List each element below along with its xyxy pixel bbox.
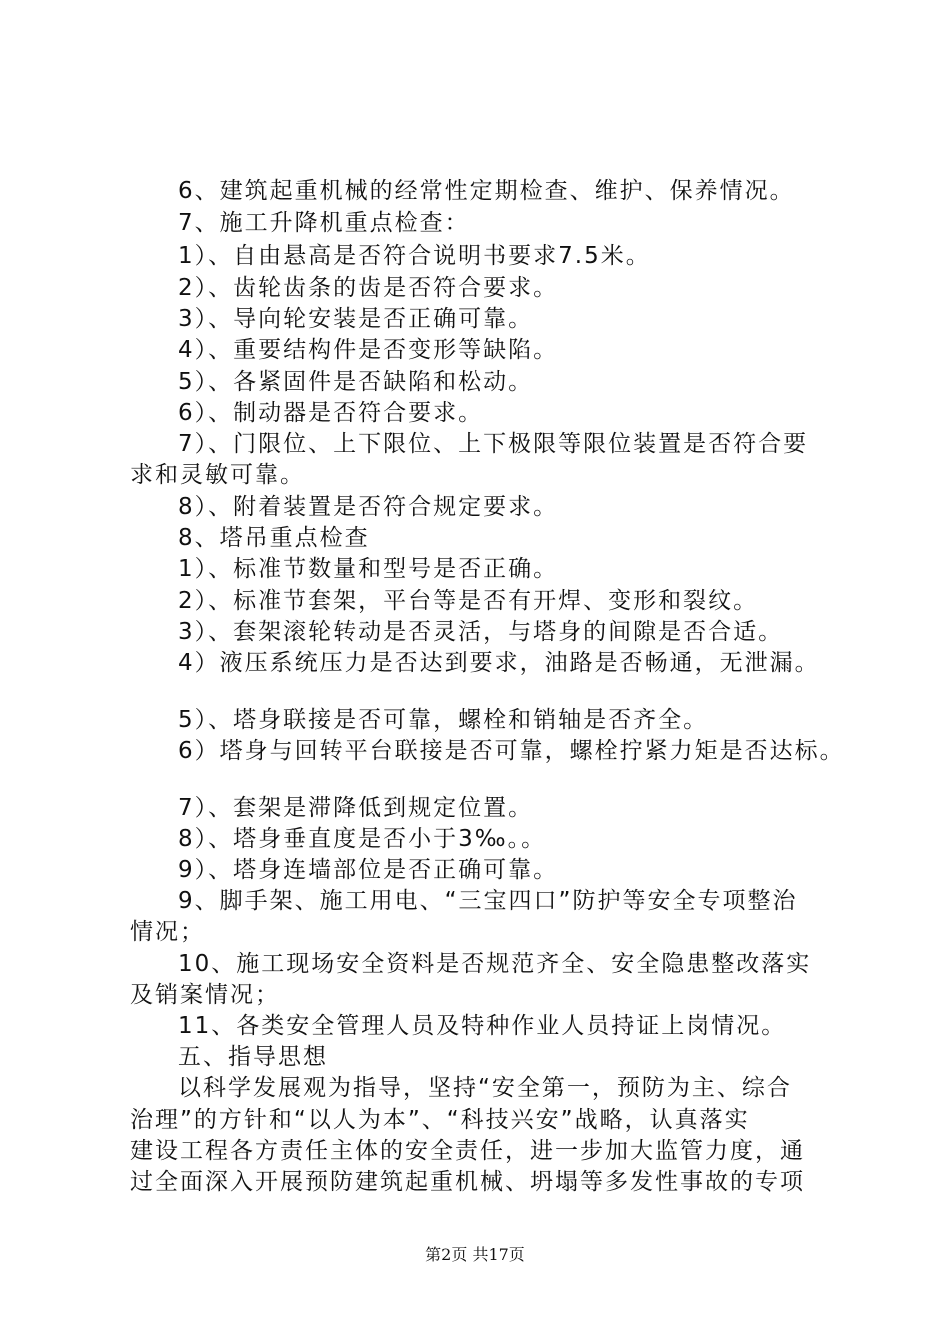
text-line: 6）塔身与回转平台联接是否可靠，螺栓拧紧力矩是否达标。 — [178, 738, 845, 764]
text-line: 求和灵敏可靠。 — [130, 462, 305, 488]
text-line: 3）、套架滚轮转动是否灵活，与塔身的间隙是否合适。 — [178, 619, 784, 645]
text-line: 4）液压系统压力是否达到要求，油路是否畅通，无泄漏。 — [178, 650, 820, 676]
text-line: 10、施工现场安全资料是否规范齐全、安全隐患整改落实 — [178, 951, 812, 977]
text-line: 4）、重要结构件是否变形等缺陷。 — [178, 337, 559, 363]
text-line: 建设工程各方责任主体的安全责任，进一步加大监管力度，通 — [130, 1138, 805, 1164]
page-number-footer: 第2页 共17页 — [425, 1245, 525, 1264]
text-line: 情况； — [130, 919, 205, 945]
text-line: 8）、附着装置是否符合规定要求。 — [178, 494, 559, 520]
text-line: 7）、门限位、上下限位、上下极限等限位装置是否符合要 — [178, 431, 809, 457]
text-line: 8）、塔身垂直度是否小于3‰。。 — [178, 826, 547, 852]
text-line: 11、各类安全管理人员及特种作业人员持证上岗情况。 — [178, 1013, 787, 1039]
text-line: 过全面深入开展预防建筑起重机械、坍塌等多发性事故的专项 — [130, 1169, 805, 1195]
text-line: 6）、制动器是否符合要求。 — [178, 400, 484, 426]
text-line: 5）、塔身联接是否可靠，螺栓和销轴是否齐全。 — [178, 707, 709, 733]
text-line: 及销案情况； — [130, 982, 280, 1008]
text-line: 9、脚手架、施工用电、“三宝四口”防护等安全专项整治 — [178, 888, 798, 914]
text-line: 7、施工升降机重点检查： — [178, 210, 470, 236]
text-line: 以科学发展观为指导，坚持“安全第一，预防为主、综合 — [178, 1075, 792, 1101]
text-line: 6、建筑起重机械的经常性定期检查、维护、保养情况。 — [178, 178, 795, 204]
text-line: 1）、自由悬高是否符合说明书要求7.5米。 — [178, 243, 651, 269]
text-line: 5）、各紧固件是否缺陷和松动。 — [178, 369, 534, 395]
text-line: 9）、塔身连墙部位是否正确可靠。 — [178, 857, 559, 883]
text-line: 8、塔吊重点检查 — [178, 525, 370, 551]
text-line: 2）、标准节套架，平台等是否有开焊、变形和裂纹。 — [178, 588, 759, 614]
text-line: 治理”的方针和“以人为本”、“科技兴安”战略，认真落实 — [130, 1107, 750, 1133]
text-line: 2）、齿轮齿条的齿是否符合要求。 — [178, 275, 559, 301]
section-heading: 五、指导思想 — [178, 1044, 328, 1070]
text-line: 3）、导向轮安装是否正确可靠。 — [178, 306, 534, 332]
text-line: 7）、套架是滞降低到规定位置。 — [178, 795, 534, 821]
text-line: 1）、标准节数量和型号是否正确。 — [178, 556, 559, 582]
